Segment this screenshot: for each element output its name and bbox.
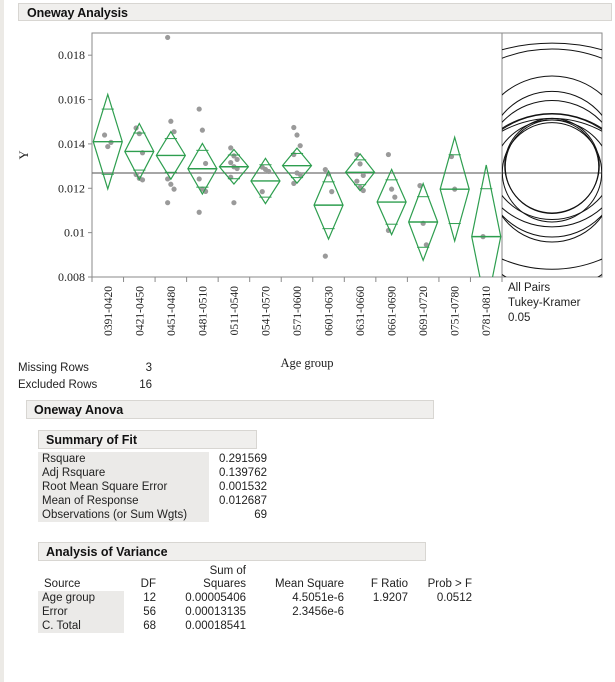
- aov-header-df: DF: [140, 578, 156, 590]
- table-row[interactable]: [38, 494, 271, 508]
- data-point: [197, 176, 202, 181]
- data-point: [323, 254, 328, 259]
- aov-source-error: Error: [38, 605, 124, 619]
- missing-rows-value: 3: [145, 362, 152, 374]
- sof-label-adj-rsquare: Adj Rsquare: [38, 466, 209, 480]
- comparison-legend-line-1: All Pairs: [508, 282, 551, 294]
- data-point: [357, 161, 362, 166]
- aov-ms-age-group: 4.5051e-6: [292, 592, 344, 604]
- sof-value-rsquare: 0.291569: [219, 453, 267, 465]
- aov-ss-c-total: 0.00018541: [185, 620, 246, 632]
- data-point: [200, 128, 205, 133]
- aov-header-blank: [38, 565, 124, 578]
- data-point: [389, 187, 394, 192]
- data-point: [291, 125, 296, 130]
- data-point: [197, 106, 202, 111]
- data-point: [228, 145, 233, 150]
- aov-p-error: [412, 605, 476, 619]
- data-point: [386, 152, 391, 157]
- data-point: [102, 132, 107, 137]
- x-axis-tick-label: 0421-0450: [134, 286, 147, 336]
- summary-of-fit-title: Summary of Fit: [46, 433, 137, 447]
- sof-value-mean-response: 0.012687: [219, 495, 267, 507]
- aov-df-c-total: 68: [143, 620, 156, 632]
- x-axis-tick-label: 0631-0660: [355, 286, 368, 336]
- aov-header-blank-f: [348, 565, 412, 578]
- table-row[interactable]: [38, 619, 476, 633]
- data-point: [361, 173, 366, 178]
- analysis-of-variance-header[interactable]: [38, 542, 426, 561]
- data-point: [228, 160, 233, 165]
- page-title: Oneway Analysis: [27, 6, 128, 20]
- table-row[interactable]: [38, 591, 476, 605]
- aov-p-age-group: 0.0512: [436, 592, 472, 604]
- x-axis-tick-label: 0511-0540: [228, 286, 241, 336]
- aov-header-blank-df: [124, 565, 160, 578]
- table-header-row-top: [38, 565, 476, 578]
- summary-of-fit-header[interactable]: [38, 430, 257, 449]
- aov-ss-age-group: 0.00005406: [185, 592, 246, 604]
- oneway-anova-header[interactable]: [26, 400, 434, 419]
- aov-df-age-group: 12: [143, 592, 156, 604]
- aov-header-squares: Squares: [203, 578, 246, 590]
- x-axis-tick-label: 0601-0630: [323, 286, 336, 336]
- aov-header-prob-f: Prob > F: [427, 578, 472, 590]
- data-point: [235, 157, 240, 162]
- aov-header-mean-square: Mean Square: [274, 578, 344, 590]
- data-point: [294, 132, 299, 137]
- data-point: [105, 144, 110, 149]
- missing-rows-label: Missing Rows: [18, 362, 89, 374]
- table-row[interactable]: [38, 466, 271, 480]
- aov-ss-error: 0.00013135: [185, 606, 246, 618]
- table-row[interactable]: [38, 605, 476, 619]
- aov-f-c-total: [348, 619, 412, 633]
- x-axis-tick-label: 0481-0510: [197, 286, 210, 336]
- data-point: [203, 161, 208, 166]
- y-axis-title: Y: [17, 150, 31, 160]
- data-point: [137, 131, 142, 136]
- data-point: [260, 189, 265, 194]
- data-point: [168, 119, 173, 124]
- data-point: [323, 167, 328, 172]
- excluded-rows-label: Excluded Rows: [18, 379, 98, 391]
- sof-value-rmse: 0.001532: [219, 481, 267, 493]
- table-header-row: [38, 578, 476, 591]
- sof-value-observations: 69: [254, 509, 267, 521]
- x-axis-tick-label: 0391-0420: [102, 286, 115, 336]
- comparison-circle-panel[interactable]: [502, 33, 602, 277]
- aov-ms-c-total: [250, 619, 348, 633]
- data-point: [392, 195, 397, 200]
- aov-header-sum-of: Sum of: [209, 565, 246, 577]
- table-row[interactable]: [38, 452, 271, 466]
- y-axis-tick-label: 0.018: [58, 48, 85, 63]
- aov-header-source: Source: [44, 578, 81, 590]
- data-point: [165, 35, 170, 40]
- comparison-legend-line-2: Tukey-Kramer: [508, 297, 581, 309]
- x-axis-tick-label: 0541-0570: [260, 286, 273, 336]
- y-axis-tick-label: 0.016: [58, 92, 85, 107]
- aov-header-blank-p: [412, 565, 476, 578]
- aov-ms-error: 2.3456e-6: [292, 606, 344, 618]
- plot-frame: [92, 33, 502, 277]
- table-row[interactable]: [38, 480, 271, 494]
- aov-source-age-group: Age group: [38, 591, 124, 605]
- data-point: [329, 189, 334, 194]
- table-row[interactable]: [38, 508, 271, 522]
- aov-df-error: 56: [143, 606, 156, 618]
- aov-f-error: [348, 605, 412, 619]
- aov-f-age-group: 1.9207: [372, 592, 408, 604]
- x-axis-tick-label: 0751-0780: [449, 286, 462, 336]
- aov-source-c-total: C. Total: [38, 619, 124, 633]
- y-axis-tick-label: 0.012: [58, 181, 85, 196]
- data-point: [171, 187, 176, 192]
- data-point: [298, 143, 303, 148]
- x-axis-tick-label: 0661-0690: [386, 286, 399, 336]
- data-point: [231, 200, 236, 205]
- sof-label-rsquare: Rsquare: [38, 452, 209, 466]
- y-axis-tick-label: 0.01: [64, 225, 85, 240]
- x-axis-tick-label: 0691-0720: [418, 286, 431, 336]
- sof-label-rmse: Root Mean Square Error: [38, 480, 209, 494]
- data-point: [168, 182, 173, 187]
- data-point: [165, 200, 170, 205]
- sof-label-mean-response: Mean of Response: [38, 494, 209, 508]
- aov-header-blank-ms: [250, 565, 348, 578]
- oneway-anova-title: Oneway Anova: [34, 403, 124, 417]
- report-title-bar[interactable]: [18, 3, 612, 21]
- excluded-rows-value: 16: [139, 379, 152, 391]
- data-point: [266, 169, 271, 174]
- analysis-of-variance-title: Analysis of Variance: [46, 545, 168, 559]
- x-axis-tick-label: 0781-0810: [481, 286, 494, 336]
- x-axis-title: Age group: [280, 356, 334, 370]
- summary-of-fit-table: [38, 452, 271, 522]
- y-axis-tick-label: 0.014: [58, 136, 85, 151]
- x-axis-tick-label: 0571-0600: [292, 286, 304, 336]
- x-axis-tick-label: 0451-0480: [165, 286, 178, 336]
- comparison-legend-line-3: 0.05: [508, 312, 531, 324]
- data-point: [197, 210, 202, 215]
- sof-label-observations: Observations (or Sum Wgts): [38, 508, 209, 522]
- y-axis-tick-label: 0.008: [58, 270, 85, 284]
- analysis-of-variance-table: [38, 565, 476, 633]
- aov-p-c-total: [412, 619, 476, 633]
- aov-header-f-ratio: F Ratio: [370, 578, 408, 590]
- data-point: [354, 179, 359, 184]
- sof-value-adj-rsquare: 0.139762: [219, 467, 267, 479]
